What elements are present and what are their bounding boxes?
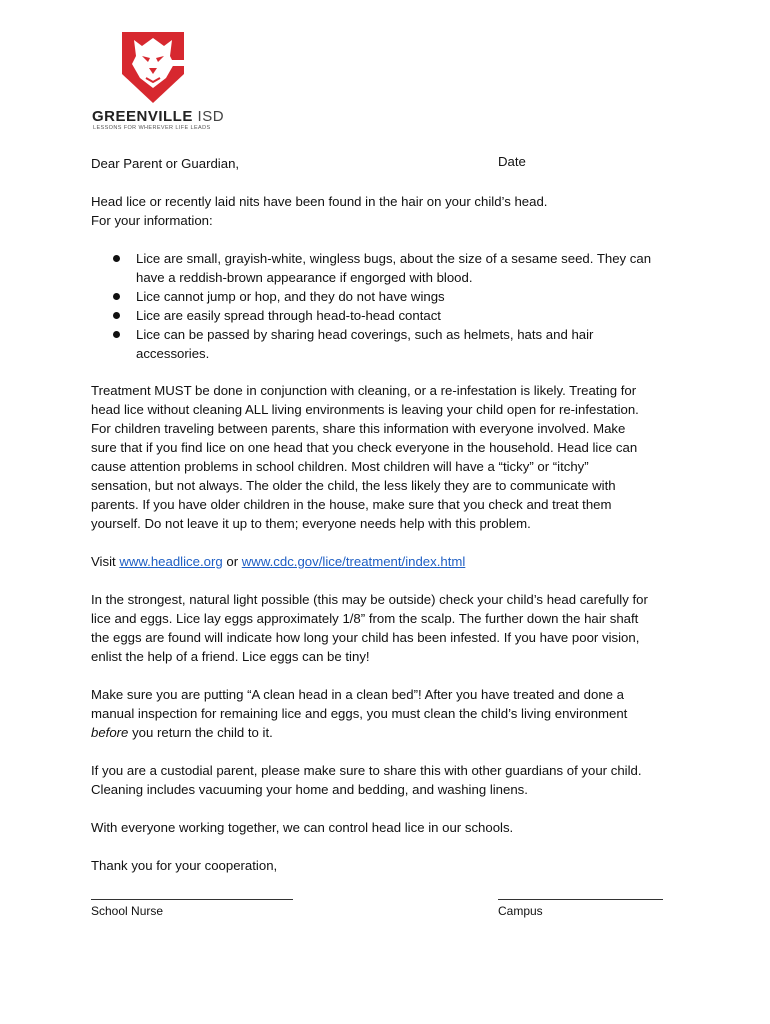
list-item: Lice are easily spread through head-to-head contact — [91, 306, 691, 325]
nurse-signature-line — [91, 899, 293, 900]
bullet-icon — [113, 331, 120, 338]
campus-label: Campus — [498, 904, 543, 918]
intro-paragraph: Head lice or recently laid nits have been found in the hair on your child’s head. For your information: — [91, 194, 548, 228]
date-label: Date — [498, 154, 526, 169]
bullet-icon — [113, 312, 120, 319]
logo-wordmark: GREENVILLE ISD — [92, 108, 225, 125]
nurse-label: School Nurse — [91, 904, 164, 918]
campus-signature-line — [498, 899, 663, 900]
greenville-isd-logo — [90, 30, 225, 134]
bullet-icon — [113, 293, 120, 300]
closing: Thank you for your cooperation, — [91, 858, 278, 873]
lion-shield-icon — [120, 30, 186, 105]
visit-links: Visit www.headlice.org or www.cdc.gov/lice/treatment/index.html — [91, 554, 466, 569]
clean-head-paragraph: Make sure you are putting “A clean head in a clean bed”! After you have treated and done a manual inspection for remaining lice and eggs, you must clean the child’s living environment before you return the child to it. — [91, 687, 628, 740]
headlice-link[interactable]: www.headlice.org — [119, 554, 223, 569]
list-item: Lice can be passed by sharing head coverings, such as helmets, hats and hair accessories. — [91, 325, 691, 363]
inspection-paragraph: In the strongest, natural light possible (this may be outside) check your child’s head carefully for lice and eggs. Lice lay eggs approximately 1/8” from the scalp. The further down the hair shaft the eggs are found will indicate how long your child has been infested. If you have poor vision, enlist the help of a friend. Lice eggs can be tiny! — [91, 592, 648, 664]
together-sentence: With everyone working together, we can control head lice in our schools. — [91, 820, 514, 835]
logo-tagline: LESSONS FOR WHEREVER LIFE LEADS — [93, 125, 211, 131]
bullet-icon — [113, 255, 120, 262]
cdc-link[interactable]: www.cdc.gov/lice/treatment/index.html — [241, 554, 466, 569]
treatment-paragraph: Treatment MUST be done in conjunction with cleaning, or a re-infestation is likely. Treating for head lice without cleaning ALL living environments is leaving your child open for re-infestation. For children traveling between parents, share this information with everyone involved. Make sure that if you find lice on one head that you check everyone in the household. Head lice can cause attention problems in school children. Most children will have a “ticky” or “itchy” sensation, but not always. The older the child, the less likely they are to communicate with parents. If you have older children in the house, make sure that you check and treat them yourself. Do not leave it up to them; everyone needs help with this problem. — [91, 383, 639, 531]
custodial-paragraph: If you are a custodial parent, please make sure to share this with other guardians of your child. Cleaning includes vacuuming your home and bedding, and washing linens. — [91, 763, 642, 797]
list-item: Lice are small, grayish-white, wingless bugs, about the size of a sesame seed. They can have a reddish-brown appearance if engorged with blood. — [91, 249, 691, 287]
lice-facts-list — [91, 249, 691, 363]
list-item: Lice cannot jump or hop, and they do not have wings — [91, 287, 691, 306]
salutation: Dear Parent or Guardian, — [91, 156, 240, 171]
